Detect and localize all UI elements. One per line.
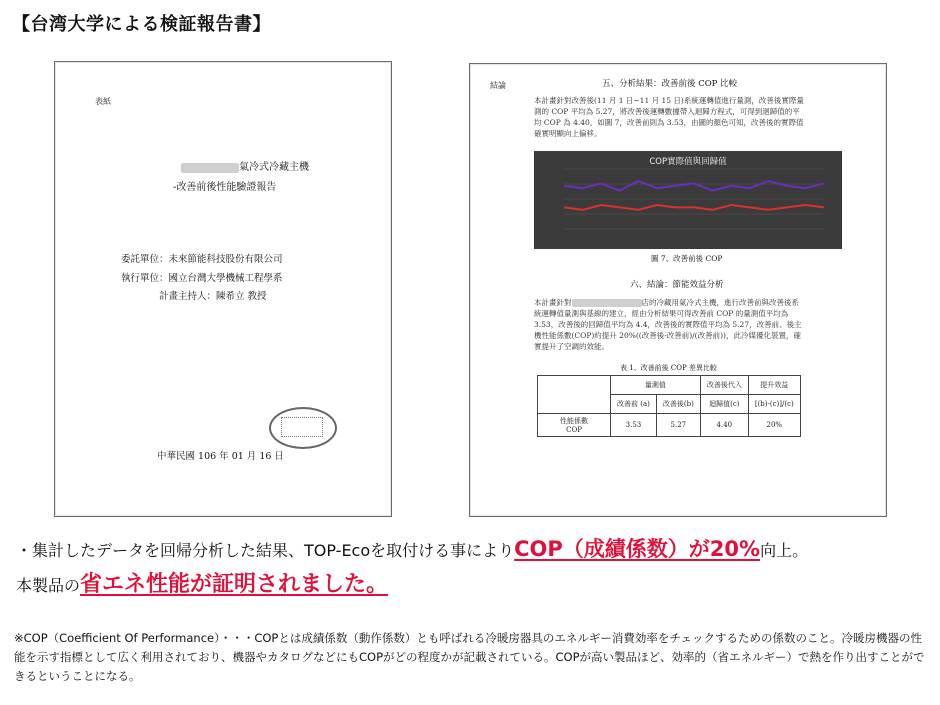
cover-title-line2: -改善前後性能驗證報告	[173, 182, 277, 193]
section6-text: 店的冷藏用氣冷式主機，進行改善前與改善後系	[641, 298, 799, 307]
conclusion-tag: 結論	[490, 81, 506, 90]
cover-pi: 計畫主持人：陳希立 教授	[159, 291, 267, 302]
section6-line3: 3.53，改善後的回歸值平均為 4.4，改善後的實際值平均為 5.27，改善前、後主	[534, 320, 802, 329]
section5-line4: 確實明顯向上偏移。	[534, 129, 602, 138]
header-before: 改善前 (a)	[611, 395, 657, 414]
section5-line1: 本計畫針對改善後(11 月 1 日~11 月 15 日)系統運轉值進行量測，改善後實際量	[534, 96, 804, 105]
header-gain1: 提升效益	[748, 376, 800, 395]
cop-footnote: ※COP（Coefficient Of Performance）・・・COPとは成績係数（動作係数）とも呼ばれる冷暖房器具のエネルギー消費効率をチェックするための係数のこと。冷暖房機器の性能を示す指標として広く利用されており、機器やカタログなどにもCOPがどの程度かが記載されている。COPが高い製品ほど、効率的（省エネルギー）で熱を作り出すことができるということになる。	[14, 631, 925, 683]
section5-title: 五、分析結果：改善前後 COP 比較	[602, 79, 738, 89]
cover-tag: 表紙	[95, 97, 111, 106]
table-corner	[538, 376, 611, 414]
section6-line1	[534, 297, 799, 308]
row-label-line2: COP	[566, 426, 582, 434]
value-after: 5.27	[656, 414, 700, 437]
cover-title-text: 氣冷式冷藏主機	[239, 162, 309, 173]
result-highlight: COP（成績係数）が20%	[514, 537, 761, 561]
section6-prefix: 本計畫針對	[534, 298, 572, 307]
proof-statement	[16, 567, 388, 598]
value-regress: 4.40	[700, 414, 748, 437]
cover-client: 委託單位：未來節能科技股份有限公司	[121, 254, 283, 265]
cop-chart	[534, 151, 842, 249]
cover-executor: 執行單位：國立台灣大學機械工程學系	[121, 273, 283, 284]
row-label-line1: 性能係數	[560, 417, 588, 425]
section5-line2: 測的 COP 平均為 5.27，將改善後運轉數據帶入迴歸方程式，可得到迴歸值的平	[534, 107, 800, 116]
result-suffix: 向上。	[760, 541, 809, 560]
table-caption: 表 1、改善前後 COP 差異比較	[620, 364, 717, 372]
section6-line2: 統運轉值量測與基線的建立，經由分析結果可得改善前 COP 的量測值平均為	[534, 309, 789, 318]
header-regress2: 迴歸值(c)	[700, 395, 748, 414]
result-statement	[16, 533, 808, 563]
proof-prefix: 本製品の	[16, 576, 81, 595]
header-measured: 量測值	[611, 376, 701, 395]
section5-line3: 均 COP 為 4.40，如圖 7，改善前則為 3.53，由圖的顏色可知，改善後的實際值	[534, 118, 804, 127]
cover-title-line1	[145, 158, 345, 173]
header-regress1: 改善後代入	[700, 376, 748, 395]
value-before: 3.53	[611, 414, 657, 437]
figure-caption: 圖 7、改善前後 COP	[651, 254, 723, 263]
value-gain: 20%	[748, 414, 800, 437]
section6-title: 六、結論：節能效益分析	[630, 280, 724, 290]
header-after: 改善後(b)	[656, 395, 700, 414]
section6-line4: 機性能係數(COP)約提升 20%((改善後-改善前)/(改善前))，此冷媒優化裝置，確	[534, 331, 801, 340]
redacted-block	[181, 163, 239, 173]
report-cover-page	[54, 61, 392, 517]
chart-series-line-1	[564, 205, 824, 210]
row-label	[538, 414, 611, 437]
cop-comparison-table	[537, 375, 801, 437]
page-title: 【台湾大学による検証報告書】	[12, 14, 271, 35]
report-conclusion-page	[469, 63, 887, 517]
header-gain2: [(b)-(c)]/(c)	[748, 395, 800, 414]
cover-date: 中華民國 106 年 01 月 16 日	[157, 451, 284, 462]
redacted-block	[572, 299, 642, 307]
result-prefix: ・集計したデータを回帰分析した結果、TOP-Ecoを取付ける事により	[16, 541, 515, 560]
chart-title: COP實際值與回歸值	[649, 157, 727, 167]
chart-series-line-0	[564, 181, 824, 191]
seal-stamp	[269, 407, 337, 449]
section6-line5: 實提升了空調的效能。	[534, 342, 609, 351]
proof-highlight: 省エネ性能が証明されました。	[80, 572, 389, 597]
